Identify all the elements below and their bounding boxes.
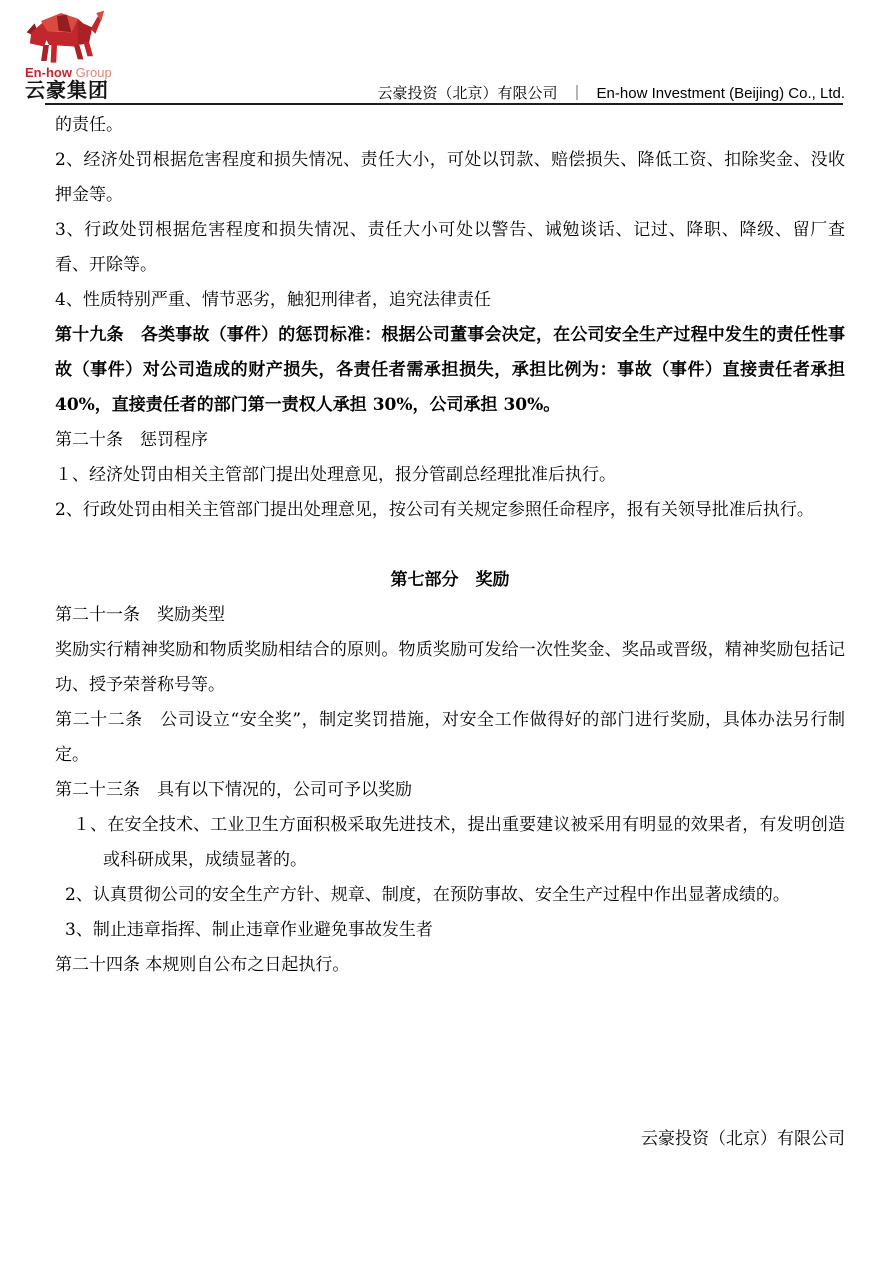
header-company-en: En-how Investment (Beijing) Co., Ltd. (596, 85, 845, 102)
paragraph-economic-penalty: 2、经济处罚根据危害程度和损失情况、责任大小，可处以罚款、赔偿损失、降低工资、扣除奖金、没收押金等。 (55, 150, 845, 205)
header-separator: ｜ (569, 84, 585, 102)
paragraph-continuation: 的责任。 (55, 115, 123, 135)
paragraph-article-20: 第二十条 惩罚程序 (55, 430, 208, 450)
paragraph-reward-principle: 奖励实行精神奖励和物质奖励相结合的原则。物质奖励可发给一次性奖金、奖品或晋级，精神奖励包括记功、授予荣誉称号等。 (55, 640, 845, 695)
section-heading-part-7: 第七部分 奖励 (390, 570, 510, 590)
paragraph-article-20-item-2: 2、行政处罚由相关主管部门提出处理意见，按公司有关规定参照任命程序，报有关领导批准后执行。 (55, 500, 814, 520)
logo-group-name-en (25, 66, 135, 80)
header-company-names (378, 83, 845, 104)
paragraph-article-24: 第二十四条 本规则自公布之日起执行。 (55, 955, 350, 975)
footer-company-name: 云豪投资（北京）有限公司 (641, 1129, 845, 1149)
paragraph-article-21: 第二十一条 奖励类型 (55, 605, 225, 625)
paragraph-article-22: 第二十二条 公司设立“安全奖”，制定奖罚措施，对安全工作做得好的部门进行奖励，具体办法另行制定。 (55, 710, 845, 765)
paragraph-article-23-item-1: １、在安全技术、工业卫生方面积极采取先进技术，提出重要建议被采用有明显的效果者，有发明创造或科研成果，成绩显著的。 (73, 815, 845, 870)
paragraph-article-20-item-1: １、经济处罚由相关主管部门提出处理意见，报分管副总经理批准后执行。 (55, 465, 616, 485)
logo-enhow-text: En-how (25, 65, 72, 80)
document-body (55, 108, 845, 983)
paragraph-article-19: 第十九条 各类事故（事件）的惩罚标准：根据公司董事会决定，在公司安全生产过程中发生的责任性事故（事件）对公司造成的财产损失，各责任者需承担损失，承担比例为：事故（事件）直接责任者承担 40%，直接责任者的部门第一责权人承担 30%，公司承担 30%。 (55, 325, 845, 415)
paragraph-article-23: 第二十三条 具有以下情况的，公司可予以奖励 (55, 780, 412, 800)
header-company-cn: 云豪投资（北京）有限公司 (377, 84, 558, 102)
logo-group-text: Group (75, 65, 112, 80)
company-logo (25, 8, 135, 102)
logo-group-name-cn: 云豪集团 (25, 80, 109, 102)
header-divider-line (45, 103, 843, 105)
paragraph-administrative-penalty: 3、行政处罚根据危害程度和损失情况、责任大小可处以警告、诫勉谈话、记过、降职、降级、留厂查看、开除等。 (55, 220, 845, 275)
paragraph-article-23-item-2: 2、认真贯彻公司的安全生产方针、规章、制度，在预防事故、安全生产过程中作出显著成绩的。 (65, 885, 790, 905)
bull-logo-icon (25, 8, 135, 66)
paragraph-criminal-liability: 4、性质特别严重、情节恶劣，触犯刑律者，追究法律责任 (55, 290, 491, 310)
paragraph-article-23-item-3: 3、制止违章指挥、制止违章作业避免事故发生者 (65, 920, 433, 940)
